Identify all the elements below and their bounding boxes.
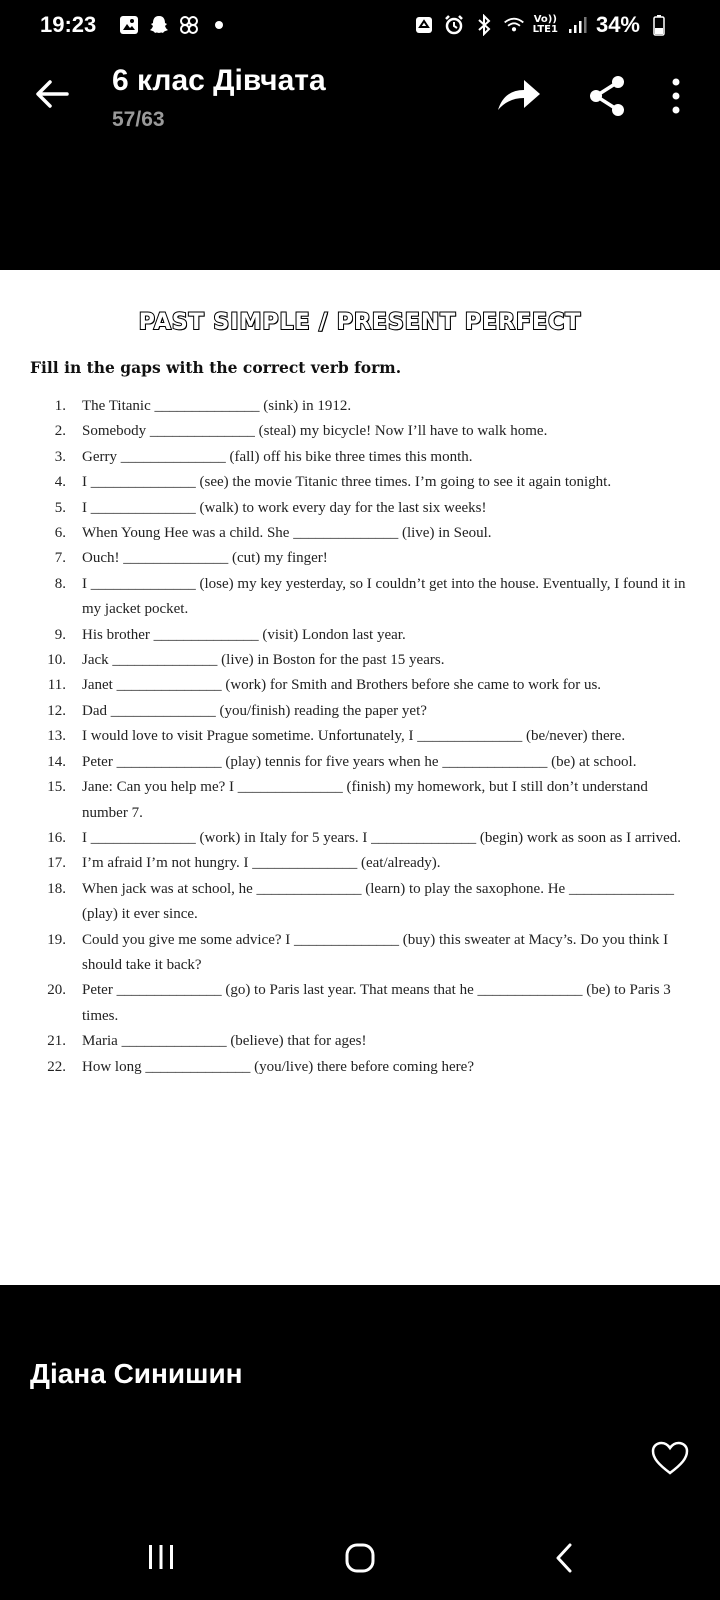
question-number: 6. xyxy=(54,525,66,542)
question-number: 15. xyxy=(47,779,66,796)
question-item xyxy=(0,928,720,979)
question-number: 16. xyxy=(47,829,66,846)
question-text: Maria ______________ (believe) that for ages! xyxy=(82,1033,367,1050)
question-text: I ______________ (walk) to work every day for the last six weeks! xyxy=(82,499,487,516)
forward-arrow-icon xyxy=(494,76,542,116)
question-number: 8. xyxy=(54,575,66,592)
question-item xyxy=(0,623,720,648)
recent-apps-icon xyxy=(146,1542,176,1572)
question-number: 19. xyxy=(47,931,66,948)
signal-icon xyxy=(566,14,588,36)
question-list xyxy=(0,394,720,1080)
question-text: Ouch! ______________ (cut) my finger! xyxy=(82,550,328,567)
share-icon xyxy=(588,74,628,118)
question-text: I ______________ (work) in Italy for 5 years. I ______________ (begin) work as soon as I arrived. xyxy=(82,829,682,846)
volte-label: Vo)) xyxy=(533,14,557,25)
app-bar xyxy=(0,52,720,142)
question-number: 3. xyxy=(54,448,66,465)
question-text: When jack was at school, he ______________ (learn) to play the saxophone. He ______________ (play) it ever since. xyxy=(82,880,674,923)
question-item xyxy=(0,724,720,749)
question-item xyxy=(0,826,720,851)
question-item xyxy=(0,851,720,876)
question-item xyxy=(0,775,720,826)
question-item xyxy=(0,470,720,495)
question-number: 20. xyxy=(47,982,66,999)
pinwheel-icon xyxy=(178,14,200,36)
question-number: 9. xyxy=(54,626,66,643)
lte-label: LTE1 xyxy=(532,24,558,35)
author-name: Діана Синишин xyxy=(30,1358,243,1389)
question-text: When Young Hee was a child. She ______________ (live) in Seoul. xyxy=(82,525,492,542)
question-item xyxy=(0,496,720,521)
heart-icon xyxy=(650,1440,690,1476)
worksheet-heading: PAST SIMPLE / PRESENT PERFECT xyxy=(138,310,582,335)
question-text: I ______________ (lose) my key yesterday, so I couldn’t get into the house. Eventually, I found it in my jacket pocket. xyxy=(82,575,686,618)
question-number: 7. xyxy=(54,550,66,567)
question-number: 1. xyxy=(54,398,66,414)
question-number: 22. xyxy=(47,1058,66,1075)
question-number: 5. xyxy=(54,499,66,516)
question-number: 17. xyxy=(47,855,66,872)
more-options-button[interactable] xyxy=(666,76,686,116)
wifi-icon xyxy=(503,14,525,36)
question-number: 2. xyxy=(54,423,66,440)
title-block xyxy=(112,64,326,132)
question-number: 21. xyxy=(47,1033,66,1050)
question-text: Gerry ______________ (fall) off his bike three times this month. xyxy=(82,448,473,465)
back-icon xyxy=(554,1542,574,1574)
question-item xyxy=(0,648,720,673)
dot-icon xyxy=(208,14,230,36)
question-number: 11. xyxy=(47,677,66,694)
question-item xyxy=(0,546,720,571)
battery-icon xyxy=(648,14,670,36)
alarm-icon xyxy=(443,14,465,36)
system-icons xyxy=(413,12,670,38)
question-text: Jane: Can you help me? I ______________ (finish) my homework, but I still don’t understand number 7. xyxy=(82,779,648,821)
question-text: His brother ______________ (visit) London last year. xyxy=(82,626,406,643)
question-item xyxy=(0,673,720,698)
question-item xyxy=(0,978,720,1029)
recent-apps-button[interactable] xyxy=(146,1542,176,1572)
question-number: 14. xyxy=(47,753,66,770)
question-text: I ______________ (see) the movie Titanic three times. I’m going to see it again tonight. xyxy=(82,474,612,491)
media-counter: 57/63 xyxy=(112,108,165,131)
worksheet-instruction: Fill in the gaps with the correct verb form. xyxy=(30,358,402,377)
home-button[interactable] xyxy=(344,1542,376,1574)
question-text: I would love to visit Prague sometime. Unfortunately, I ______________ (be/never) there. xyxy=(82,728,626,745)
question-item xyxy=(0,445,720,470)
question-text: Could you give me some advice? I ______________ (buy) this sweater at Macy’s. Do you think I should take it back? xyxy=(82,931,669,973)
question-item xyxy=(0,750,720,775)
question-text: Peter ______________ (go) to Paris last year. That means that he ______________ (be) to Paris 3 times. xyxy=(82,982,671,1024)
question-item xyxy=(0,419,720,444)
question-item xyxy=(0,521,720,546)
question-item xyxy=(0,699,720,724)
question-text: Dad ______________ (you/finish) reading the paper yet? xyxy=(82,702,427,719)
question-number: 18. xyxy=(47,880,66,897)
question-number: 10. xyxy=(47,652,66,669)
recycle-icon xyxy=(413,14,435,36)
volte-icon xyxy=(533,15,558,35)
bluetooth-icon xyxy=(473,14,495,36)
notification-icons xyxy=(118,14,230,36)
question-text: Peter ______________ (play) tennis for five years when he ______________ (be) at school. xyxy=(82,753,637,770)
forward-button[interactable] xyxy=(494,76,542,116)
question-text: Somebody ______________ (steal) my bicycle! Now I’ll have to walk home. xyxy=(82,423,548,440)
status-time: 19:23 xyxy=(40,12,97,37)
snapchat-icon xyxy=(148,14,170,36)
question-number: 13. xyxy=(47,728,66,745)
system-back-button[interactable] xyxy=(554,1542,574,1574)
question-text: I’m afraid I’m not hungry. I ______________ (eat/already). xyxy=(82,855,441,872)
system-nav-bar xyxy=(0,1520,720,1600)
question-item xyxy=(0,572,720,623)
more-vertical-icon xyxy=(666,76,686,116)
like-button[interactable] xyxy=(650,1440,690,1476)
question-number: 4. xyxy=(54,474,66,491)
question-number: 12. xyxy=(47,702,66,719)
question-item xyxy=(0,394,720,419)
chat-title: 6 клас Дівчата xyxy=(112,64,326,97)
question-text: How long ______________ (you/live) there before coming here? xyxy=(82,1058,474,1075)
status-bar xyxy=(0,0,720,52)
arrow-left-icon xyxy=(35,79,69,109)
share-button[interactable] xyxy=(588,74,628,118)
image-icon xyxy=(118,14,140,36)
question-text: The Titanic ______________ (sink) in 1912. xyxy=(82,398,352,414)
question-text: Janet ______________ (work) for Smith and Brothers before she came to work for us. xyxy=(82,677,602,694)
home-icon xyxy=(344,1542,376,1574)
back-button[interactable] xyxy=(30,72,74,116)
question-item xyxy=(0,1029,720,1054)
question-item xyxy=(0,877,720,928)
question-text: Jack ______________ (live) in Boston for the past 15 years. xyxy=(82,652,445,669)
question-item xyxy=(0,1055,720,1080)
worksheet-image[interactable] xyxy=(0,270,720,1285)
battery-level: 34% xyxy=(595,12,640,37)
